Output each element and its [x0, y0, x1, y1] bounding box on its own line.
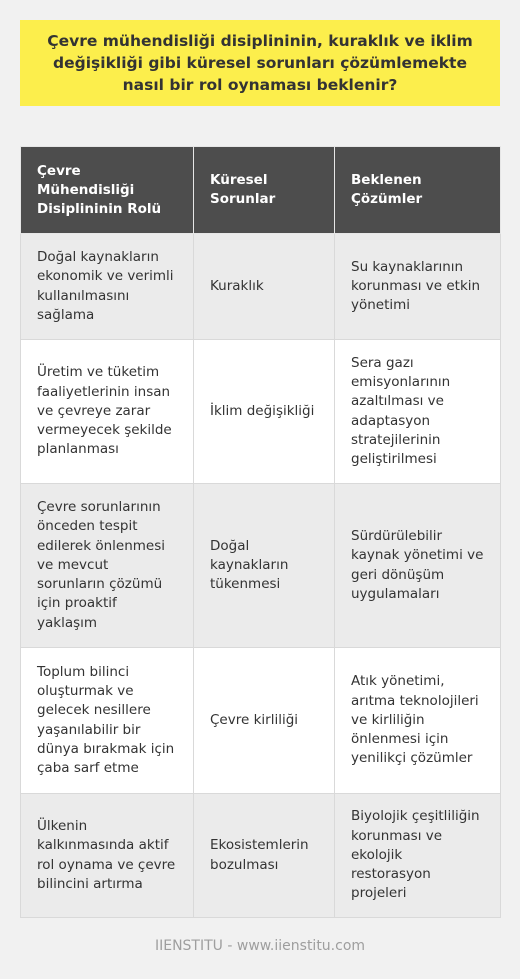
cell-problem: Ekosistemlerin bozulması [194, 794, 335, 918]
cell-role: Toplum bilinci oluşturmak ve gelecek nesillere yaşanılabilir bir dünya bırakmak için çaba sarf etme [21, 648, 194, 794]
title-banner [20, 20, 500, 106]
cell-role: Üretim ve tüketim faaliyetlerinin insan ve çevreye zarar vermeyecek şekilde planlanması [21, 340, 194, 484]
header-problems: Küresel Sorunlar [194, 147, 335, 234]
table-row [21, 340, 501, 484]
cell-solution: Su kaynaklarının korunması ve etkin yönetimi [335, 234, 501, 340]
cell-role: Ülkenin kalkınmasında aktif rol oynama ve çevre bilincini artırma [21, 794, 194, 918]
cell-solution: Biyolojik çeşitliliğin korunması ve ekolojik restorasyon projeleri [335, 794, 501, 918]
table-row [21, 794, 501, 918]
cell-solution: Sürdürülebilir kaynak yönetimi ve geri dönüşüm uygulamaları [335, 484, 501, 648]
cell-problem: Çevre kirliliği [194, 648, 335, 794]
footer-credit: IIENSTITU - www.iienstitu.com [154, 938, 366, 954]
comparison-table [20, 146, 501, 918]
header-role: Çevre Mühendisliği Disiplininin Rolü [21, 147, 194, 234]
cell-solution: Sera gazı emisyonlarının azaltılması ve adaptasyon stratejilerinin geliştirilmesi [335, 340, 501, 484]
table-header-row [21, 147, 501, 234]
header-solutions: Beklenen Çözümler [335, 147, 501, 234]
cell-solution: Atık yönetimi, arıtma teknolojileri ve kirliliğin önlenmesi için yenilikçi çözümler [335, 648, 501, 794]
page-title: Çevre mühendisliği disiplininin, kuraklık ve iklim değişikliği gibi küresel sorunları çözümlemekte nasıl bir rol oynaması beklenir? [47, 32, 473, 94]
table-row [21, 234, 501, 340]
cell-role: Çevre sorunlarının önceden tespit edilerek önlenmesi ve mevcut sorunların çözümü için proaktif yaklaşım [21, 484, 194, 648]
cell-problem: İklim değişikliği [194, 340, 335, 484]
cell-problem: Doğal kaynakların tükenmesi [194, 484, 335, 648]
cell-role: Doğal kaynakların ekonomik ve verimli kullanılmasını sağlama [21, 234, 194, 340]
table-row [21, 648, 501, 794]
table-row [21, 484, 501, 648]
cell-problem: Kuraklık [194, 234, 335, 340]
